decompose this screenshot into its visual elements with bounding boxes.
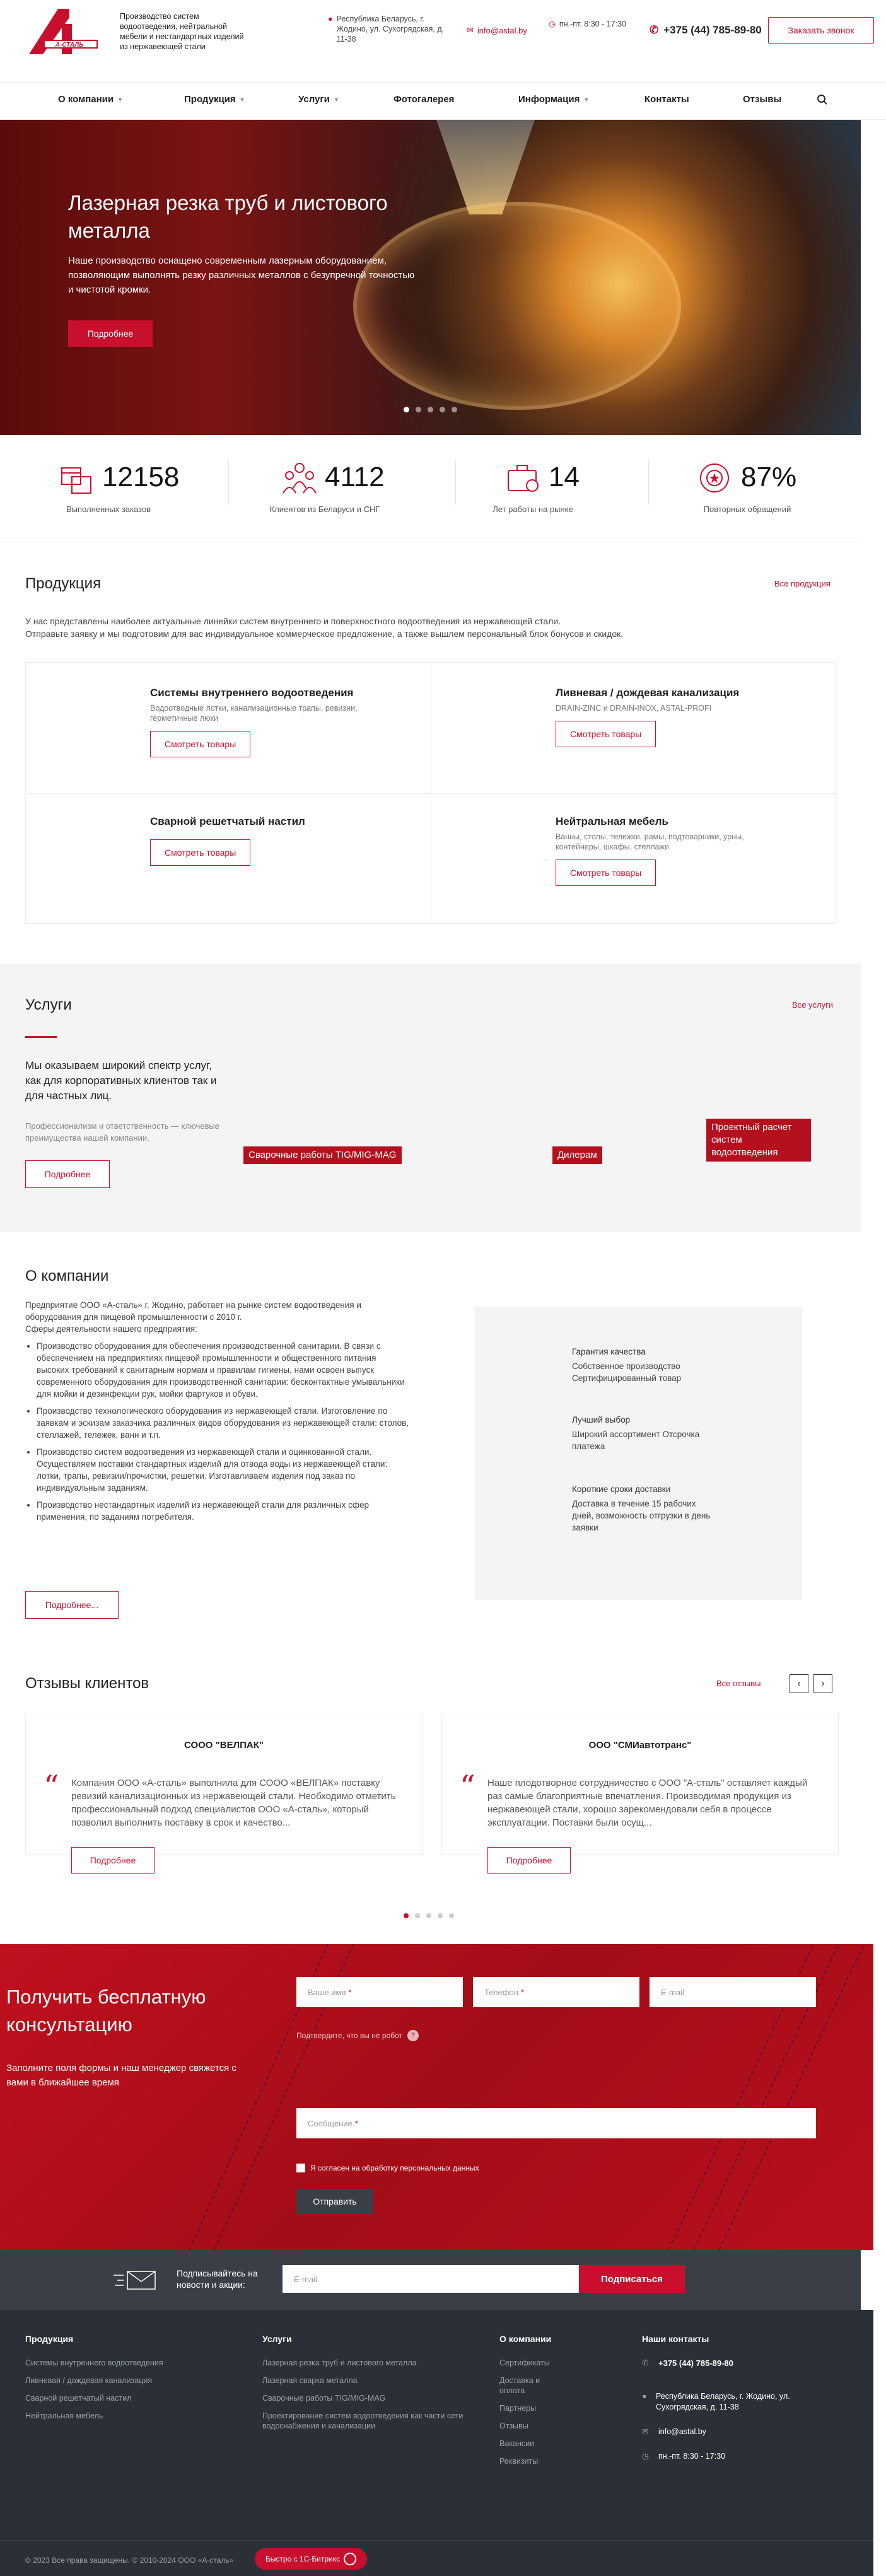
footer-hours <box>642 2451 812 2462</box>
footer-phone[interactable] <box>642 2358 812 2369</box>
advantage-item <box>572 1414 717 1452</box>
header-phone[interactable] <box>650 24 762 37</box>
nav-label[interactable]: Отзывы <box>743 94 782 105</box>
product-desc: Водоотводные лотки, канализационные трапы, ревизии, герметичные люки <box>150 704 358 723</box>
divider <box>26 793 836 794</box>
products-description <box>25 615 845 640</box>
chevron-down-icon: ▼ <box>583 96 590 103</box>
list-item: • Производство систем водоотведения из нержавеющей стали и оцинкованной стали. Осуществляем поставки стандартных изделий для отвода воды из нержавеющей стали: лотки, трапы, ревизии/прочистки, решетки. Изготавливаем изделия под заказ по индивидуальным заданиям. <box>37 1446 410 1494</box>
services-subtext: Профессионализм и ответственность — ключевые преимущества нашей компании. <box>25 1121 219 1143</box>
checkbox[interactable] <box>296 2164 305 2172</box>
nav-label[interactable]: Услуги <box>298 94 330 105</box>
footer-link[interactable]: Сертификаты <box>499 2358 550 2367</box>
pin-icon: ● <box>642 2392 647 2401</box>
placeholder: Сообщение <box>308 2118 353 2128</box>
divider <box>455 460 456 504</box>
nav-info[interactable] <box>518 94 589 105</box>
reviews-title: Отзывы клиентов <box>25 1675 149 1692</box>
product-card <box>150 687 428 757</box>
advantage-head: Гарантия качества <box>572 1347 646 1356</box>
review-more-button[interactable]: Подробнее <box>487 1847 571 1874</box>
review-dot[interactable] <box>426 1913 431 1918</box>
about-intro: Предприятие ООО «А-сталь» г. Жодино, работает на рынке систем водоотведения и оборудования для пищевой промышленности с 2010 г. <box>25 1300 361 1322</box>
phone-field[interactable] <box>473 1977 639 2007</box>
subscribe-bar <box>0 2250 861 2310</box>
footer-link[interactable]: Реквизиты <box>499 2457 539 2466</box>
divider <box>228 460 229 504</box>
footer-link[interactable]: Вакансии <box>499 2439 535 2448</box>
advantage-item <box>572 1483 717 1534</box>
hero-dot[interactable] <box>416 407 421 412</box>
advantage-head: Лучший выбор <box>572 1415 631 1425</box>
nav-label[interactable]: О компании <box>58 94 114 105</box>
main-nav <box>0 82 886 120</box>
hero-dot[interactable] <box>428 407 433 412</box>
footer-col-company <box>499 2334 556 2474</box>
placeholder: Телефон <box>484 1987 518 1997</box>
about-more-button[interactable]: Подробнее... <box>25 1591 119 1619</box>
footer-heading[interactable]: Услуги <box>262 2334 292 2344</box>
footer-link[interactable]: Сварной решетчатый настил <box>25 2394 132 2403</box>
clock-icon <box>344 2553 356 2565</box>
hero-more-button[interactable]: Подробнее <box>68 320 153 347</box>
nav-label[interactable]: Фотогалерея <box>393 94 455 105</box>
chevron-down-icon: ▼ <box>239 96 245 103</box>
pin-icon: ● <box>328 15 333 23</box>
hero-text: Наше производство оснащено современным лазерным оборудованием, позволяющим выполнять резку различных металлов с безупречной точностью и чистотой кромки. <box>68 255 415 295</box>
product-title[interactable]: Системы внутреннего водоотведения <box>150 687 354 699</box>
review-company: ООО "СМИавтотранс" <box>588 1740 692 1751</box>
envelope-icon: ✉ <box>642 2427 649 2436</box>
review-text: Компания ООО «А-сталь» выполнила для СООО «ВЕЛПАК» поставку ревизий канализационных из нержавеющей стали. Необходимо отметить профессиональный подход специалистов ООО «А-сталь», который позволил выполнить поставку в срок и качество... <box>71 1778 396 1828</box>
phone-icon: ✆ <box>642 2358 649 2367</box>
nav-services[interactable] <box>298 94 339 105</box>
stat-value: 4112 <box>325 462 385 492</box>
advantage-head: Короткие сроки доставки <box>572 1484 671 1494</box>
all-services-link[interactable]: Все услуги <box>792 1000 833 1010</box>
divider <box>0 2540 873 2541</box>
nav-about[interactable] <box>58 94 123 105</box>
about-title: О компании <box>25 1268 109 1285</box>
advantages-panel <box>474 1307 802 1600</box>
service-tag[interactable]: Сварочные работы TIG/MIG-MAG <box>243 1146 402 1164</box>
footer-col-products <box>25 2334 214 2428</box>
header-address <box>328 14 448 44</box>
footer-heading[interactable]: Продукция <box>25 2334 74 2344</box>
view-products-button[interactable]: Смотреть товары <box>556 721 656 747</box>
phone-text[interactable]: +375 (44) 785-89-80 <box>658 2358 733 2368</box>
hero-dot[interactable] <box>452 407 457 412</box>
envelope-icon: ✉ <box>467 25 474 35</box>
footer-link[interactable]: Нейтральная мебель <box>25 2411 103 2420</box>
advantage-line: Собственное производство <box>572 1361 680 1371</box>
name-field[interactable] <box>296 1977 463 2007</box>
quote-icon: “ <box>460 1769 475 1804</box>
advantage-line: Сертифицированный товар <box>572 1373 682 1383</box>
email-field[interactable] <box>650 1977 816 2007</box>
about-text <box>25 1299 410 1523</box>
briefcase-icon <box>504 460 542 496</box>
consult-text: Заполните поля формы и наш менеджер свяжется с вами в ближайшее время <box>6 2063 236 2088</box>
stats-bar <box>0 435 861 539</box>
footer-heading[interactable]: О компании <box>499 2334 552 2344</box>
required-mark: * <box>354 2118 358 2128</box>
hours-text: пн.-пт. 8:30 - 17:30 <box>559 20 627 28</box>
footer-link[interactable]: Отзывы <box>499 2422 528 2430</box>
required-mark: * <box>348 1987 352 1997</box>
product-title[interactable]: Сварной решетчатый настил <box>150 815 305 827</box>
header-hours <box>549 19 637 29</box>
email-text[interactable]: info@astal.by <box>658 2427 706 2436</box>
clock-icon: ◷ <box>549 20 556 28</box>
captcha-text: Подтвердите, что вы не робот <box>296 2031 402 2040</box>
boxes-icon <box>58 460 96 496</box>
required-mark: * <box>520 1987 524 1997</box>
reviews-pagination <box>404 1913 454 1918</box>
review-card <box>25 1713 423 1865</box>
subscribe-email-input[interactable]: E-mail <box>283 2265 579 2293</box>
advantage-line: Доставка в течение 15 рабочих дней, возможность отгрузки в день заявки <box>572 1499 711 1532</box>
footer-heading: Наши контакты <box>642 2334 709 2344</box>
subscribe-text: Подписывайтесь на новости и акции: <box>177 2268 258 2290</box>
subscribe-button[interactable]: Подписаться <box>579 2265 685 2293</box>
review-dot[interactable] <box>449 1913 454 1918</box>
product-card <box>150 815 428 866</box>
stat-value: 87% <box>741 462 797 492</box>
products-title: Продукция <box>25 575 102 592</box>
review-company: СООО "ВЕЛПАК" <box>184 1740 264 1751</box>
product-card <box>556 687 833 747</box>
email-text[interactable]: info@astal.by <box>477 25 527 35</box>
view-products-button[interactable]: Смотреть товары <box>150 731 250 757</box>
placeholder: Ваше имя <box>308 1987 346 1997</box>
arrow-right-icon[interactable]: › <box>813 1674 832 1693</box>
svg-text:А-СТАЛЬ: А-СТАЛЬ <box>55 42 84 49</box>
review-dot[interactable] <box>438 1913 443 1918</box>
services-section <box>0 964 861 1232</box>
hero-banner <box>0 120 861 435</box>
stat-label: Выполненных заказов <box>66 504 151 514</box>
footer-link[interactable]: Сварочные работы TIG/MIG-MAG <box>262 2394 386 2403</box>
chevron-down-icon: ▼ <box>333 96 339 103</box>
address-text: Республика Беларусь, г. Жодино, ул. Сухогрядская, д. 11-38 <box>336 15 445 44</box>
footer-col-contacts <box>642 2334 812 2476</box>
view-products-button[interactable]: Смотреть товары <box>556 860 656 886</box>
review-dot[interactable] <box>404 1913 409 1918</box>
footer-link[interactable]: Лазерная сварка металла <box>262 2376 358 2385</box>
header-email[interactable] <box>467 25 527 35</box>
address-text: Республика Беларусь, г. Жодино, ул. Сухогрядская, д. 11-38 <box>655 2392 790 2411</box>
services-lead: Мы оказываем широкий спектр услуг, как для корпоративных клиентов так и для частных лиц. <box>25 1059 217 1102</box>
products-desc-line: У нас представлены наиболее актуальные линейки систем внутреннего и поверхностного водоотведения из нержавеющей стали. <box>25 616 561 626</box>
copyright: © 2023 Все права защищены. © 2010-2024 ООО «А-сталь» <box>25 2556 234 2565</box>
footer-email[interactable] <box>642 2427 812 2437</box>
products-desc-line: Отправьте заявку и мы подготовим для вас индивидуальное коммерческое предложение, а также вышлем персональный блок бонусов и скидок. <box>25 629 624 639</box>
review-text: Наше плодотворное сотрудничество с ООО "А-сталь" оставляет каждый раз самые благоприятные впечатления. Производимая продукция из нержавеющей стали, хорошо зарекомендовали себя в процессе эксплуатации. Поставки были осущ... <box>487 1778 808 1828</box>
advantage-line: Широкий ассортимент Отсрочка платежа <box>572 1430 700 1451</box>
message-field[interactable] <box>296 2108 816 2138</box>
logo[interactable] <box>25 5 98 57</box>
about-sphere: Сферы деятельности нашего предприятия: <box>25 1324 197 1334</box>
review-card <box>441 1713 839 1865</box>
consent-checkbox[interactable] <box>296 2164 479 2172</box>
consent-label: Я согласен на обработку персональных данных <box>310 2164 479 2172</box>
nav-label[interactable]: Информация <box>518 94 580 105</box>
product-card <box>556 815 833 886</box>
arrow-left-icon[interactable]: ‹ <box>790 1674 808 1693</box>
hero-dot[interactable] <box>404 407 409 412</box>
all-reviews-link[interactable]: Все отзывы <box>716 1679 761 1688</box>
footer-link[interactable]: Лазерная резка труб и листового металла <box>262 2358 417 2367</box>
product-title[interactable]: Нейтральная мебель <box>556 815 668 827</box>
captcha-note <box>296 2030 419 2041</box>
services-title: Услуги <box>25 996 72 1013</box>
nav-gallery[interactable] <box>393 94 454 105</box>
stat-label: Лет работы на рынке <box>493 504 573 514</box>
footer-address <box>642 2391 812 2413</box>
footer-link[interactable]: Партнеры <box>499 2404 537 2413</box>
people-icon <box>281 460 318 496</box>
review-dot[interactable] <box>415 1913 420 1918</box>
phone-text[interactable]: +375 (44) 785-89-80 <box>663 24 762 36</box>
bitrix-label[interactable]: Быстро с 1С-Битрикс <box>265 2555 341 2563</box>
nav-reviews[interactable] <box>743 94 781 105</box>
footer-link[interactable]: Ливневая / дождевая канализация <box>25 2376 153 2385</box>
reviews-arrows <box>790 1674 832 1693</box>
footer-col-services <box>262 2334 464 2439</box>
footer-link[interactable]: Проектирование систем водоотведения как части сети водоснабжения и канализации <box>262 2411 463 2430</box>
view-products-button[interactable]: Смотреть товары <box>150 839 250 866</box>
nav-contacts[interactable] <box>644 94 689 105</box>
help-icon[interactable]: ? <box>407 2030 419 2041</box>
callback-button[interactable]: Заказать звонок <box>768 17 874 44</box>
hours-text: пн.-пт. 8:30 - 17:30 <box>658 2452 726 2461</box>
product-desc: DRAIN-ZINC и DRAIN-INOX, ASTAL-PROFI <box>556 704 712 713</box>
quote-icon: “ <box>44 1769 59 1804</box>
review-more-button[interactable]: Подробнее <box>71 1847 154 1874</box>
footer-link[interactable]: Доставка и оплата <box>499 2376 540 2395</box>
services-more-button[interactable]: Подробнее <box>25 1160 110 1188</box>
clock-icon: ◷ <box>642 2452 649 2461</box>
products-grid <box>25 662 836 924</box>
nav-products[interactable] <box>184 94 245 105</box>
consultation-form <box>0 1944 873 2250</box>
hero-pagination <box>404 407 457 412</box>
about-list <box>37 1340 410 1523</box>
advantage-item <box>572 1346 717 1384</box>
search-icon[interactable] <box>817 94 828 105</box>
placeholder: E-mail <box>661 1987 684 1997</box>
all-products-link[interactable]: Все продукция <box>774 579 831 588</box>
product-title[interactable]: Ливневая / дождевая канализация <box>556 687 740 699</box>
list-item: • Производство технологического оборудования из нержавеющей стали. Изготовление по заявкам и эскизам заказчика различных видов оборудования из нержавеющей стали: столов, стеллажей, тележек, ванн и т.п. <box>37 1405 410 1441</box>
chevron-down-icon: ▼ <box>117 96 124 103</box>
hero-dot[interactable] <box>440 407 445 412</box>
company-tagline: Производство систем водоотведения, нейтральной мебели и нестандартных изделий из нержавеющей стали <box>120 12 244 51</box>
footer <box>0 2310 873 2576</box>
rating-icon <box>697 460 735 496</box>
stat-value: 12158 <box>102 462 180 492</box>
product-desc: Ванны, столы, тележки, рамы, подтоварники, урны, контейнеры, шкафы, стеллажи <box>556 832 744 851</box>
phone-icon: ✆ <box>650 24 659 36</box>
service-tag[interactable]: Дилерам <box>552 1146 602 1164</box>
list-item: • Производство нестандартных изделий из нержавеющей стали для различных сфер применения, по заданиям потребителя. <box>37 1499 410 1523</box>
newsletter-icon <box>114 2269 158 2290</box>
stat-label: Повторных обращений <box>703 504 791 514</box>
divider <box>648 460 649 504</box>
service-tag[interactable]: Проектный расчет систем водоотведения <box>706 1119 811 1162</box>
submit-button[interactable]: Отправить <box>296 2189 373 2214</box>
stat-value: 14 <box>549 462 580 492</box>
bitrix-badge[interactable] <box>255 2548 367 2570</box>
hero-title: Лазерная резка труб и листового металла <box>68 191 388 242</box>
consult-title: Получить бесплатную консультацию <box>6 1986 206 2036</box>
list-item: • Производство оборудования для обеспечения производственной санитарии. В связи с обеспечением на предприятиях пищевой промышленности и общественного питания высоких требований к санитарным нормам и правилам гигиены, нами освоен выпуск современного оборудования для производственной санитарии: бесконтактные умывальники для мойки и дезинфекции рук, мойки фартуков и обуви. <box>37 1340 410 1400</box>
nav-label[interactable]: Контакты <box>644 94 689 105</box>
nav-label[interactable]: Продукция <box>184 94 236 105</box>
footer-link[interactable]: Системы внутреннего водоотведения <box>25 2358 163 2367</box>
title-underline <box>25 1036 57 1038</box>
header <box>0 0 886 82</box>
stat-label: Клиентов из Беларуси и СНГ <box>269 504 380 514</box>
